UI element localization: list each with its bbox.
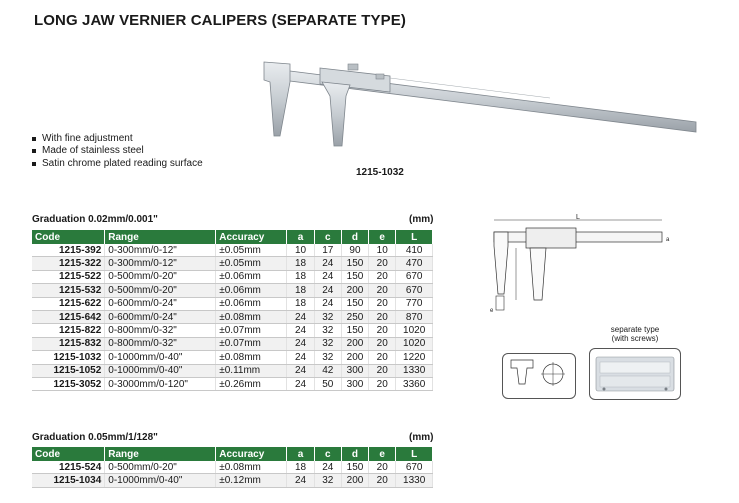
a-cell: 24	[287, 364, 314, 377]
c-cell: 50	[314, 377, 341, 390]
range-cell: 0-800mm/0-32"	[105, 337, 216, 350]
e-cell: 20	[369, 324, 396, 337]
feature-item: With fine adjustment	[32, 133, 203, 145]
L-cell: 670	[396, 284, 433, 297]
a-cell: 24	[287, 324, 314, 337]
d-cell: 150	[341, 297, 368, 310]
accuracy-cell: ±0.08mm	[216, 310, 287, 323]
col-header-code: Code	[32, 447, 105, 461]
table2-caption: Graduation 0.05mm/1/128"	[32, 432, 158, 443]
code-cell: 1215-1052	[32, 364, 105, 377]
accuracy-cell: ±0.12mm	[216, 474, 287, 487]
table-row	[32, 244, 433, 257]
accuracy-cell: ±0.06mm	[216, 270, 287, 283]
e-cell: 20	[369, 337, 396, 350]
d-cell: 200	[341, 351, 368, 364]
e-cell: 20	[369, 257, 396, 270]
c-cell: 24	[314, 461, 341, 474]
accuracy-cell: ±0.06mm	[216, 284, 287, 297]
L-cell: 870	[396, 310, 433, 323]
a-cell: 18	[287, 270, 314, 283]
bullet-icon	[32, 149, 36, 153]
e-cell: 20	[369, 364, 396, 377]
cross-section-box	[502, 353, 576, 399]
code-cell: 1215-1032	[32, 351, 105, 364]
bullet-icon	[32, 162, 36, 166]
col-header-c: c	[314, 447, 341, 461]
c-cell: 24	[314, 297, 341, 310]
c-cell: 42	[314, 364, 341, 377]
e-cell: 20	[369, 474, 396, 487]
code-cell: 1215-3052	[32, 377, 105, 390]
code-cell: 1215-522	[32, 270, 105, 283]
table-row	[32, 461, 433, 474]
e-cell: 10	[369, 244, 396, 257]
e-cell: 20	[369, 461, 396, 474]
code-cell: 1215-1034	[32, 474, 105, 487]
d-cell: 150	[341, 324, 368, 337]
cross-section-drawing	[503, 354, 575, 398]
table-row	[32, 284, 433, 297]
code-cell: 1215-642	[32, 310, 105, 323]
range-cell: 0-300mm/0-12"	[105, 244, 216, 257]
L-cell: 770	[396, 297, 433, 310]
L-cell: 410	[396, 244, 433, 257]
col-header-a: a	[287, 230, 314, 244]
accuracy-cell: ±0.07mm	[216, 324, 287, 337]
accuracy-cell: ±0.07mm	[216, 337, 287, 350]
table-row	[32, 474, 433, 487]
range-cell: 0-500mm/0-20"	[105, 461, 216, 474]
col-header-d: d	[341, 230, 368, 244]
col-header-range: Range	[105, 447, 216, 461]
code-cell: 1215-524	[32, 461, 105, 474]
table-row	[32, 270, 433, 283]
c-cell: 24	[314, 257, 341, 270]
accuracy-cell: ±0.05mm	[216, 244, 287, 257]
accuracy-cell: ±0.06mm	[216, 297, 287, 310]
L-cell: 1330	[396, 364, 433, 377]
d-cell: 200	[341, 337, 368, 350]
table2-unit: (mm)	[409, 432, 434, 443]
L-cell: 1020	[396, 324, 433, 337]
d-cell: 300	[341, 364, 368, 377]
range-cell: 0-800mm/0-32"	[105, 324, 216, 337]
e-cell: 20	[369, 270, 396, 283]
a-cell: 24	[287, 351, 314, 364]
page-title: LONG JAW VERNIER CALIPERS (SEPARATE TYPE)	[34, 12, 406, 29]
a-cell: 24	[287, 337, 314, 350]
col-header-e: e	[369, 447, 396, 461]
table-row	[32, 297, 433, 310]
e-cell: 20	[369, 297, 396, 310]
accuracy-cell: ±0.08mm	[216, 461, 287, 474]
col-header-d: d	[341, 447, 368, 461]
feature-item: Satin chrome plated reading surface	[32, 158, 203, 170]
separate-type-label: separate type (with screws)	[610, 325, 660, 343]
code-cell: 1215-622	[32, 297, 105, 310]
L-cell: 670	[396, 461, 433, 474]
L-cell: 3360	[396, 377, 433, 390]
col-header-a: a	[287, 447, 314, 461]
col-header-code: Code	[32, 230, 105, 244]
dim-a-label: a	[666, 237, 670, 243]
code-cell: 1215-822	[32, 324, 105, 337]
c-cell: 17	[314, 244, 341, 257]
d-cell: 150	[341, 270, 368, 283]
feature-list	[32, 133, 203, 170]
L-cell: 470	[396, 257, 433, 270]
table-row	[32, 310, 433, 323]
separate-scale-box	[589, 348, 681, 400]
separate-scale-image	[590, 349, 680, 399]
dim-e-label: e	[490, 308, 494, 314]
a-cell: 24	[287, 474, 314, 487]
d-cell: 300	[341, 377, 368, 390]
col-header-range: Range	[105, 230, 216, 244]
table1-caption: Graduation 0.02mm/0.001"	[32, 214, 158, 225]
a-cell: 18	[287, 284, 314, 297]
range-cell: 0-1000mm/0-40"	[105, 351, 216, 364]
col-header-accuracy: Accuracy	[216, 447, 287, 461]
table-row	[32, 351, 433, 364]
range-cell: 0-1000mm/0-40"	[105, 364, 216, 377]
table-row	[32, 337, 433, 350]
table1-unit: (mm)	[409, 214, 434, 225]
a-cell: 10	[287, 244, 314, 257]
col-header-e: e	[369, 230, 396, 244]
d-cell: 150	[341, 257, 368, 270]
accuracy-cell: ±0.08mm	[216, 351, 287, 364]
L-cell: 670	[396, 270, 433, 283]
e-cell: 20	[369, 377, 396, 390]
model-label: 1215-1032	[356, 167, 404, 178]
table-row	[32, 377, 433, 390]
accuracy-cell: ±0.26mm	[216, 377, 287, 390]
col-header-c: c	[314, 230, 341, 244]
d-cell: 200	[341, 474, 368, 487]
c-cell: 32	[314, 474, 341, 487]
c-cell: 24	[314, 270, 341, 283]
d-cell: 250	[341, 310, 368, 323]
L-cell: 1020	[396, 337, 433, 350]
e-cell: 20	[369, 351, 396, 364]
code-cell: 1215-532	[32, 284, 105, 297]
range-cell: 0-500mm/0-20"	[105, 270, 216, 283]
c-cell: 32	[314, 351, 341, 364]
spec-table-1	[32, 230, 433, 391]
table-row	[32, 364, 433, 377]
e-cell: 20	[369, 310, 396, 323]
c-cell: 24	[314, 284, 341, 297]
a-cell: 24	[287, 310, 314, 323]
range-cell: 0-3000mm/0-120"	[105, 377, 216, 390]
d-cell: 200	[341, 284, 368, 297]
L-cell: 1220	[396, 351, 433, 364]
range-cell: 0-600mm/0-24"	[105, 310, 216, 323]
d-cell: 90	[341, 244, 368, 257]
caliper-product-image	[250, 52, 710, 162]
feature-item: Made of stainless steel	[32, 145, 203, 157]
col-header-L: L	[396, 230, 433, 244]
range-cell: 0-500mm/0-20"	[105, 284, 216, 297]
a-cell: 18	[287, 461, 314, 474]
dimension-drawing	[486, 214, 676, 324]
table-row	[32, 257, 433, 270]
range-cell: 0-1000mm/0-40"	[105, 474, 216, 487]
accuracy-cell: ±0.11mm	[216, 364, 287, 377]
code-cell: 1215-832	[32, 337, 105, 350]
accuracy-cell: ±0.05mm	[216, 257, 287, 270]
col-header-accuracy: Accuracy	[216, 230, 287, 244]
col-header-L: L	[396, 447, 433, 461]
a-cell: 24	[287, 377, 314, 390]
e-cell: 20	[369, 284, 396, 297]
code-cell: 1215-322	[32, 257, 105, 270]
dim-L-label: L	[576, 214, 580, 221]
a-cell: 18	[287, 257, 314, 270]
range-cell: 0-300mm/0-12"	[105, 257, 216, 270]
c-cell: 32	[314, 324, 341, 337]
c-cell: 32	[314, 310, 341, 323]
code-cell: 1215-392	[32, 244, 105, 257]
c-cell: 32	[314, 337, 341, 350]
d-cell: 150	[341, 461, 368, 474]
spec-table-2	[32, 447, 433, 488]
L-cell: 1330	[396, 474, 433, 487]
bullet-icon	[32, 137, 36, 141]
table-row	[32, 324, 433, 337]
a-cell: 18	[287, 297, 314, 310]
range-cell: 0-600mm/0-24"	[105, 297, 216, 310]
